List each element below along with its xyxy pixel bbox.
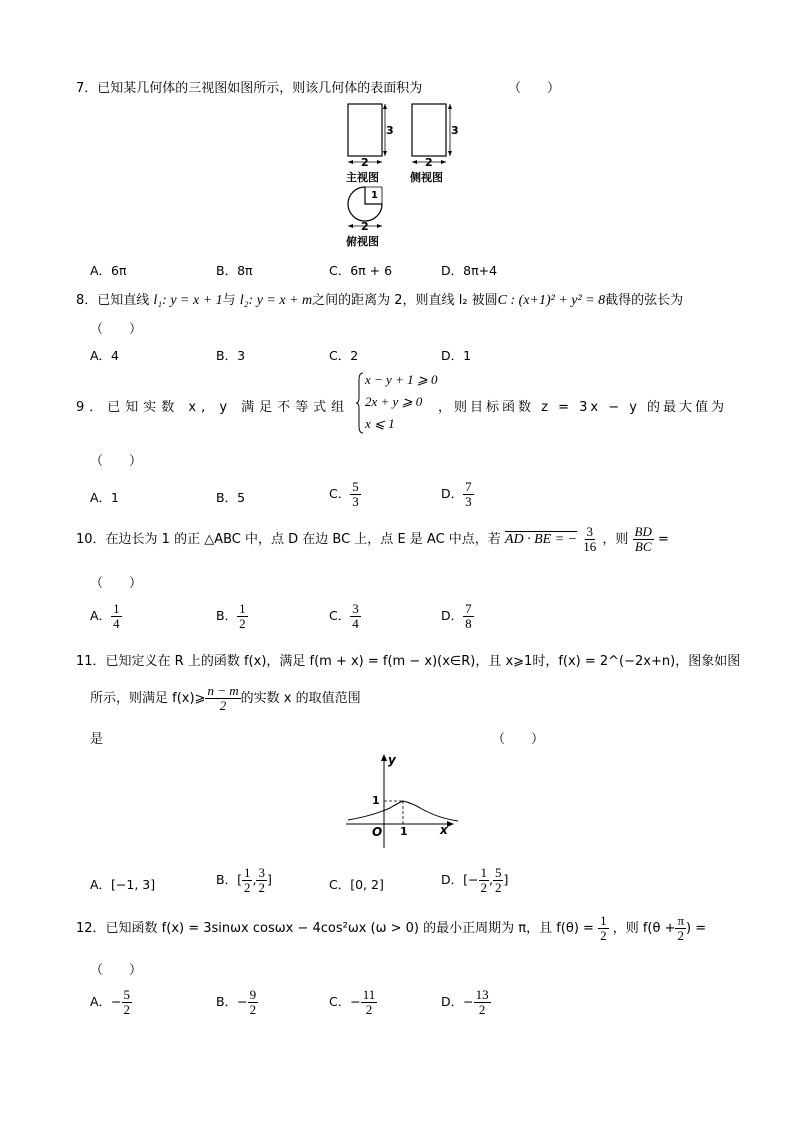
side-view-label: 侧视图	[410, 171, 443, 184]
q9-ineq-3: x ⩽ 1	[365, 416, 395, 431]
q8-paren: （ ）	[90, 322, 143, 337]
graph-origin-label: O	[372, 825, 383, 839]
q12-option-d[interactable]: D．− $\frac{13}{2}$	[441, 987, 489, 1017]
q12-option-c[interactable]: C．− $\frac{11}{2}$	[329, 987, 376, 1017]
q8-stem: 8．已知直线 l₁: y = x + 1与 l₂: y = x + m之间的距离为 2，则直线 l₂ 被圆C : (x+1)² + y² = 8截得的弦长为	[76, 293, 684, 308]
q7-option-a[interactable]: A．6π	[90, 263, 127, 278]
front-width-label: 2	[361, 156, 369, 169]
q10-option-b[interactable]: B． $\frac{1}{2}$	[216, 601, 246, 631]
q9-stem-b: ，则目标函数 z = 3x − y 的最大值为	[438, 400, 728, 415]
q11-paren: （ ）	[492, 732, 545, 747]
q8-option-b[interactable]: B．3	[216, 348, 246, 363]
q10-option-d[interactable]: D． $\frac{7}{8}$	[441, 601, 472, 631]
q11-function-graph	[342, 750, 462, 850]
q7-option-b[interactable]: B．8π	[216, 263, 253, 278]
q9-option-d[interactable]: D． $\frac{7}{3}$	[441, 479, 472, 509]
q11-option-c[interactable]: C．[0, 2]	[329, 877, 384, 892]
q7-paren: （ ）	[508, 81, 561, 96]
q10-option-a[interactable]: A． $\frac{1}{4}$	[90, 601, 120, 631]
q9-brace	[356, 372, 364, 434]
top-width-label: 2	[361, 220, 369, 233]
q9-option-a[interactable]: A．1	[90, 490, 120, 505]
graph-x-label: x	[440, 823, 448, 837]
q11-option-b[interactable]: B．[ $\frac{1}{2}$ , $\frac{3}{2}$ ]	[216, 865, 272, 895]
q7-option-c[interactable]: C．6π + 6	[329, 263, 393, 278]
q9-system	[356, 372, 438, 434]
q9-paren: （ ）	[90, 454, 143, 469]
q8-option-a[interactable]: A．4	[90, 348, 120, 363]
top-radius-label: 1	[371, 190, 378, 201]
q11-line2: 所示，则满足 f(x)⩾ $\frac{n - m}{2}$ 的实数 x 的取值范围	[90, 683, 361, 713]
q9-stem-a: 9．已知实数 x, y 满足不等式组	[76, 400, 350, 415]
top-view-label: 俯视图	[346, 235, 379, 248]
front-height-label: 3	[386, 124, 394, 137]
q9-ineq-1: x − y + 1 ⩾ 0	[365, 372, 438, 387]
q12-option-b[interactable]: B．− $\frac{9}{2}$	[216, 987, 257, 1017]
side-height-label: 3	[451, 124, 459, 137]
q7-stem: 7．已知某几何体的三视图如图所示，则该几何体的表面积为	[76, 81, 423, 96]
q8-option-c[interactable]: C．2	[329, 348, 359, 363]
q11-option-a[interactable]: A．[−1, 3]	[90, 877, 156, 892]
graph-x-one: 1	[400, 825, 408, 838]
q10-option-c[interactable]: C． $\frac{3}{4}$	[329, 601, 359, 631]
q9-option-c[interactable]: C． $\frac{5}{3}$	[329, 479, 359, 509]
side-width-label: 2	[425, 156, 433, 169]
q7-option-d[interactable]: D．8π+4	[441, 263, 498, 278]
q8-option-d[interactable]: D．1	[441, 348, 472, 363]
q7-three-view-figure	[340, 100, 460, 250]
q10-stem: 10．在边长为 1 的正 △ABC 中，点 D 在边 BC 上，点 E 是 AC 中点，若 AD · BE = − $\frac{3}{16}$ ，则 $\frac{BD}{BC}$ =	[76, 524, 669, 554]
q12-option-a[interactable]: A．− $\frac{5}{2}$	[90, 987, 131, 1017]
q11-option-d[interactable]: D．[− $\frac{1}{2}$ , $\frac{5}{2}$ ]	[441, 865, 509, 895]
q10-paren: （ ）	[90, 576, 143, 591]
graph-y-one: 1	[372, 794, 380, 807]
q12-paren: （ ）	[90, 963, 143, 978]
q9-ineq-2: 2x + y ⩾ 0	[365, 394, 423, 409]
q12-stem: 12．已知函数 f(x) = 3sinωx cosωx − 4cos²ωx (ω > 0) 的最小正周期为 π，且 f(θ) = $\frac{1}{2}$ ，则 f(θ + $\frac{\pi}{2}$ ) =	[76, 913, 707, 943]
front-view-label: 主视图	[346, 171, 379, 184]
q11-line1: 11．已知定义在 R 上的函数 f(x)，满足 f(m + x) = f(m − x)(x∈R)，且 x⩾1时，f(x) = 2^(−2x+n)，图象如图	[76, 654, 741, 669]
q11-line3: 是	[90, 732, 104, 747]
graph-y-label: y	[388, 753, 396, 767]
q9-option-b[interactable]: B．5	[216, 490, 246, 505]
